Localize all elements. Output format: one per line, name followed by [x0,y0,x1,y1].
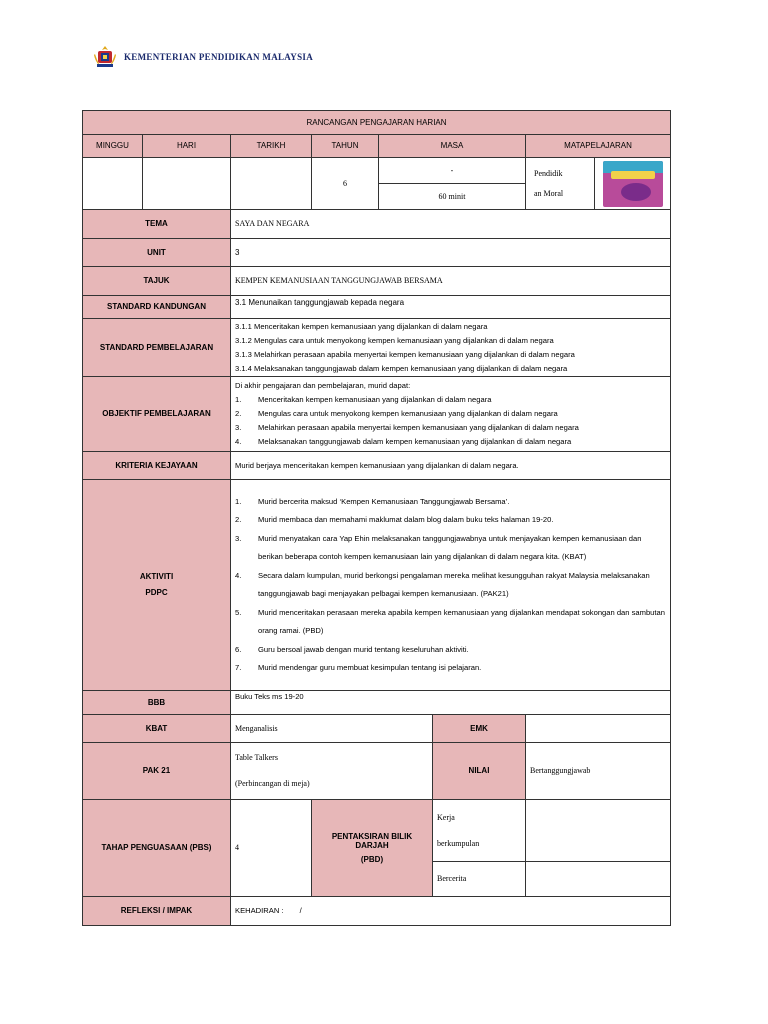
kbat-label: KBAT [83,715,231,743]
list-item: 5. Murid menceritakan perasaan mereka apabila kempen kemanusiaan yang dijalankan mendapat sokongan dan sambutan orang ramai. (PBD) [235,607,665,635]
kriteria-value: Murid berjaya menceritakan kempen kemanusiaan yang dijalankan di dalam negara. [231,452,671,480]
sp-item: 3.1.4 Melaksanakan tanggungjawab dalam kempen kemanusiaan yang dijalankan di dalam negara [235,363,568,373]
pbd-label: PENTAKSIRAN BILIK DARJAH (PBD) [312,800,433,897]
sp-item: 3.1.1 Menceritakan kempen kemanusiaan yang dijalankan di dalam negara [235,321,488,331]
bbb-label: BBB [83,691,231,715]
list-item: 3. Murid menyatakan cara Yap Ehin melaksanakan tanggungjawabnya untuk menjayakan kempen kemanusiaan dan berikan beberapa contoh kempen kemanusiaan lain yang dijalankan di dalam negara kita. (KBAT) [235,533,642,561]
col-tahun: TAHUN [312,135,379,158]
pbd-option-bercerita: Bercerita [433,862,526,897]
objektif-list [231,377,671,452]
ministry-name: KEMENTERIAN PENDIDIKAN MALAYSIA [124,52,313,62]
list-item: 7. Murid mendengar guru membuat kesimpulan tentang isi pelajaran. [235,663,482,672]
objektif-label: OBJEKTIF PEMBELAJARAN [83,377,231,452]
sp-list [231,319,671,377]
bbb-value: Buku Teks ms 19-20 [231,691,671,715]
masa-duration: 60 minit [379,184,526,210]
list-item: 1. Murid bercerita maksud ‘Kempen Kemanusiaan Tanggungjawab Bersama’. [235,496,510,506]
textbook-cover-image [595,158,671,210]
unit-label: UNIT [83,239,231,267]
subject-name: Pendidik an Moral [526,158,595,210]
refleksi-value: KEHADIRAN : / [231,897,671,926]
sp-item: 3.1.2 Mengulas cara untuk menyokong kempen kemanusiaan yang dijalankan di dalam negara [235,335,554,345]
nilai-label: NILAI [433,743,526,800]
list-item: 6. Guru bersoal jawab dengan murid tentang keseluruhan aktiviti. [235,644,469,654]
coat-of-arms-icon [92,44,118,70]
list-item: 4. Secara dalam kumpulan, murid berkongsi pengalaman mereka melihat kesungguhan rakyat Malaysia melaksanakan tanggungjawab bagi menjayakan pelbagai kempen kemanusiaan. (PAK21) [235,570,650,598]
list-item: 2. Mengulas cara untuk menyokong kempen kemanusiaan yang dijalankan di dalam negara [235,409,558,418]
sp-label: STANDARD PEMBELAJARAN [83,319,231,377]
hari-value [143,158,231,210]
pak21-label: PAK 21 [83,743,231,800]
sp-item: 3.1.3 Melahirkan perasaan apabila menyertai kempen kemanusiaan yang dijalankan di dalam negara [235,349,575,359]
col-minggu: MINGGU [83,135,143,158]
masa-start: - [379,158,526,184]
col-hari: HARI [143,135,231,158]
unit-value: 3 [231,239,671,267]
aktiviti-list [231,480,671,691]
minggu-value [83,158,143,210]
tarikh-value [231,158,312,210]
pbd-option-kerja-berkumpulan: Kerja berkumpulan [433,800,526,862]
tema-label: TEMA [83,210,231,239]
pbd-option-check-1 [526,800,671,862]
tema-value: SAYA DAN NEGARA [231,210,671,239]
sk-value: 3.1 Menunaikan tanggungjawab kepada negara [231,296,671,319]
tahun-value: 6 [312,158,379,210]
lesson-plan-table [82,110,671,926]
list-item: 4. Melaksanakan tanggungjawab dalam kempen kemanusiaan yang dijalankan di dalam negara [235,437,572,446]
list-item: 1. Menceritakan kempen kemanusiaan yang dijalankan di dalam negara [235,395,492,404]
refleksi-label: REFLEKSI / IMPAK [83,897,231,926]
nilai-value: Bertanggungjawab [526,743,671,800]
list-item: 2. Murid membaca dan memahami maklumat dalam blog dalam buku teks halaman 19-20. [235,515,554,524]
objektif-intro: Di akhir pengajaran dan pembelajaran, murid dapat: [235,381,411,390]
col-matapelajaran: MATAPELAJARAN [526,135,671,158]
col-masa: MASA [379,135,526,158]
kriteria-label: KRITERIA KEJAYAAN [83,452,231,480]
tajuk-label: TAJUK [83,267,231,296]
tajuk-value: KEMPEN KEMANUSIAAN TANGGUNGJAWAB BERSAMA [231,267,671,296]
table-title: RANCANGAN PENGAJARAN HARIAN [83,111,671,135]
emk-value [526,715,671,743]
pbd-option-check-2 [526,862,671,897]
pak21-value: Table Talkers (Perbincangan di meja) [231,743,433,800]
list-item: 3. Melahirkan perasaan apabila menyertai kempen kemanusiaan yang dijalankan di dalam negara [235,423,579,432]
kbat-value: Menganalisis [231,715,433,743]
col-tarikh: TARIKH [231,135,312,158]
sk-label: STANDARD KANDUNGAN [83,296,231,319]
pbs-label: TAHAP PENGUASAAN (PBS) [83,800,231,897]
aktiviti-label: AKTIVITI PDPC [83,480,231,691]
pbs-value: 4 [231,800,312,897]
emk-label: EMK [433,715,526,743]
page-header [92,42,313,72]
